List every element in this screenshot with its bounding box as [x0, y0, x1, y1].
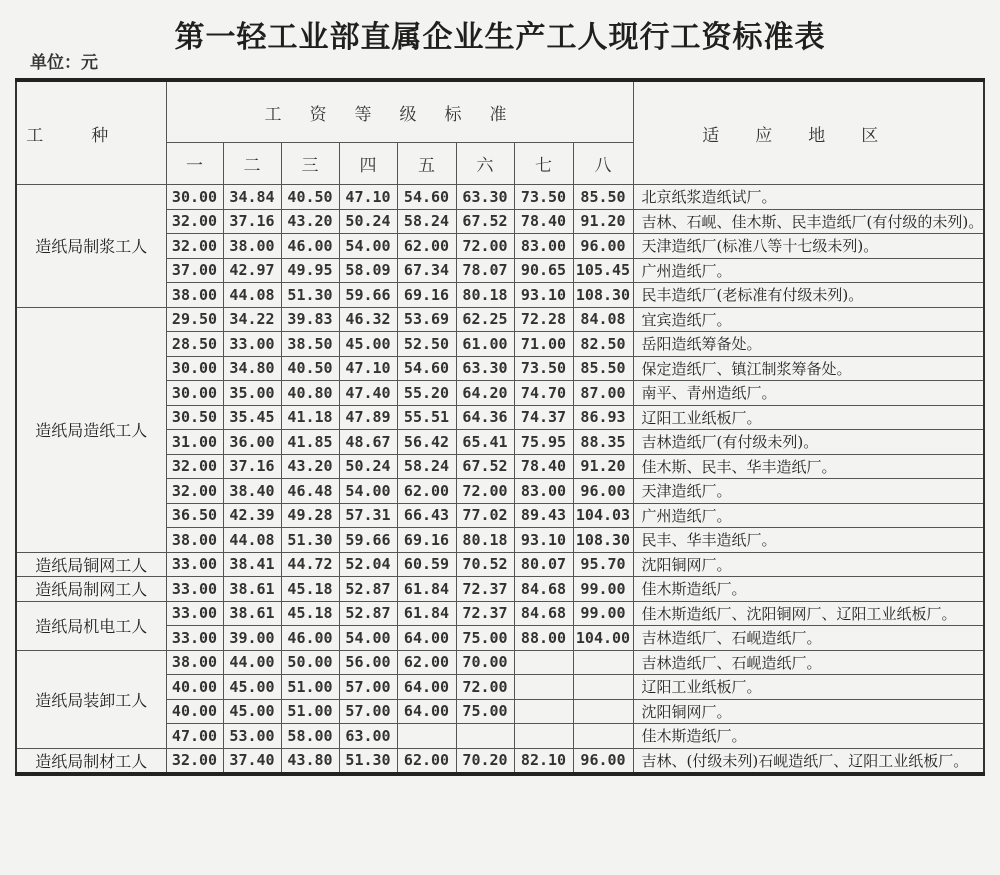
region-cell: 北京纸浆造纸试厂。: [633, 185, 984, 210]
wage-cell-grade-4: 54.00: [339, 479, 397, 504]
wage-cell-grade-5: 62.00: [397, 479, 456, 504]
wage-cell-grade-1: 36.50: [166, 503, 223, 528]
table-row: [16, 185, 984, 210]
region-cell: 宜宾造纸厂。: [633, 307, 984, 332]
wage-cell-grade-2: 35.45: [223, 405, 281, 430]
wage-cell-grade-7: 82.10: [514, 748, 573, 774]
wage-cell-grade-4: 52.87: [339, 601, 397, 626]
region-cell: 佳木斯造纸厂。: [633, 577, 984, 602]
wage-cell-grade-1: 32.00: [166, 454, 223, 479]
wage-cell-grade-4: 54.00: [339, 234, 397, 259]
wage-cell-grade-2: 38.61: [223, 601, 281, 626]
wage-cell-grade-2: 34.80: [223, 356, 281, 381]
trade-cell: 造纸局制材工人: [16, 748, 166, 774]
wage-cell-grade-7: 83.00: [514, 234, 573, 259]
wage-cell-grade-7: 90.65: [514, 258, 573, 283]
region-cell: 吉林、(付级未列)石岘造纸厂、辽阳工业纸板厂。: [633, 748, 984, 774]
wage-cell-grade-5: 60.59: [397, 552, 456, 577]
wage-cell-grade-1: 30.00: [166, 185, 223, 210]
wage-cell-grade-3: 51.00: [281, 699, 339, 724]
wage-cell-grade-6: 64.36: [456, 405, 514, 430]
wage-cell-grade-7: 80.07: [514, 552, 573, 577]
wage-cell-grade-8: 96.00: [573, 479, 633, 504]
wage-cell-grade-4: 52.87: [339, 577, 397, 602]
wage-cell-grade-2: 36.00: [223, 430, 281, 455]
wage-cell-grade-2: 38.00: [223, 234, 281, 259]
wage-cell-grade-5: 67.34: [397, 258, 456, 283]
page-title: 第一轻工业部直属企业生产工人现行工资标准表: [174, 20, 826, 55]
wage-cell-grade-7: 74.70: [514, 381, 573, 406]
wage-cell-grade-1: 40.00: [166, 699, 223, 724]
wage-cell-grade-8: 96.00: [573, 748, 633, 774]
header-grade-6: 六: [456, 143, 514, 185]
wage-cell-grade-8: 104.03: [573, 503, 633, 528]
wage-cell-grade-6: 75.00: [456, 699, 514, 724]
wage-cell-grade-4: 47.40: [339, 381, 397, 406]
wage-cell-grade-5: 56.42: [397, 430, 456, 455]
wage-cell-grade-7: 72.28: [514, 307, 573, 332]
wage-cell-grade-3: 45.18: [281, 601, 339, 626]
wage-cell-grade-3: 41.85: [281, 430, 339, 455]
region-cell: 佳木斯、民丰、华丰造纸厂。: [633, 454, 984, 479]
wage-cell-grade-6: 61.00: [456, 332, 514, 357]
wage-cell-grade-8: 108.30: [573, 283, 633, 308]
wage-cell-grade-1: 28.50: [166, 332, 223, 357]
wage-cell-grade-3: 40.50: [281, 185, 339, 210]
wage-cell-grade-7: 93.10: [514, 283, 573, 308]
wage-cell-grade-8: 86.93: [573, 405, 633, 430]
wage-cell-grade-8: [573, 724, 633, 749]
wage-cell-grade-5: 64.00: [397, 675, 456, 700]
wage-cell-grade-3: 46.00: [281, 626, 339, 651]
wage-cell-grade-8: [573, 675, 633, 700]
wage-cell-grade-7: 75.95: [514, 430, 573, 455]
wage-cell-grade-6: 72.37: [456, 577, 514, 602]
wage-cell-grade-7: [514, 650, 573, 675]
region-cell: 吉林造纸厂(有付级未列)。: [633, 430, 984, 455]
wage-cell-grade-2: 34.84: [223, 185, 281, 210]
wage-cell-grade-4: 57.00: [339, 675, 397, 700]
wage-cell-grade-6: 65.41: [456, 430, 514, 455]
header-grade-4: 四: [339, 143, 397, 185]
wage-cell-grade-6: 78.07: [456, 258, 514, 283]
wage-cell-grade-8: 85.50: [573, 356, 633, 381]
wage-cell-grade-1: 32.00: [166, 234, 223, 259]
wage-cell-grade-2: 37.16: [223, 454, 281, 479]
wage-cell-grade-6: 67.52: [456, 209, 514, 234]
wage-cell-grade-1: 30.00: [166, 381, 223, 406]
header-region: 适应地区: [633, 80, 984, 185]
region-cell: 沈阳铜网厂。: [633, 699, 984, 724]
region-cell: 保定造纸厂、镇江制浆筹备处。: [633, 356, 984, 381]
wage-cell-grade-5: 54.60: [397, 185, 456, 210]
wage-cell-grade-5: 69.16: [397, 283, 456, 308]
wage-cell-grade-3: 51.30: [281, 283, 339, 308]
wage-cell-grade-3: 43.20: [281, 454, 339, 479]
wage-cell-grade-4: 48.67: [339, 430, 397, 455]
region-cell: 岳阳造纸筹备处。: [633, 332, 984, 357]
wage-cell-grade-2: 44.00: [223, 650, 281, 675]
wage-cell-grade-6: 72.00: [456, 675, 514, 700]
wage-cell-grade-3: 39.83: [281, 307, 339, 332]
wage-cell-grade-4: 46.32: [339, 307, 397, 332]
wage-cell-grade-1: 29.50: [166, 307, 223, 332]
wage-cell-grade-6: 75.00: [456, 626, 514, 651]
table-row: [16, 577, 984, 602]
wage-cell-grade-4: 63.00: [339, 724, 397, 749]
wage-cell-grade-1: 38.00: [166, 283, 223, 308]
wage-cell-grade-6: 72.00: [456, 479, 514, 504]
wage-cell-grade-2: 42.39: [223, 503, 281, 528]
wage-cell-grade-3: 44.72: [281, 552, 339, 577]
wage-cell-grade-2: 34.22: [223, 307, 281, 332]
wage-cell-grade-1: 30.00: [166, 356, 223, 381]
region-cell: 佳木斯造纸厂。: [633, 724, 984, 749]
wage-cell-grade-2: 44.08: [223, 528, 281, 553]
wage-cell-grade-4: 54.00: [339, 626, 397, 651]
wage-cell-grade-8: [573, 650, 633, 675]
wage-cell-grade-6: 70.52: [456, 552, 514, 577]
wage-cell-grade-4: 45.00: [339, 332, 397, 357]
header-grade-7: 七: [514, 143, 573, 185]
wage-cell-grade-2: 44.08: [223, 283, 281, 308]
wage-cell-grade-8: 95.70: [573, 552, 633, 577]
wage-cell-grade-2: 37.40: [223, 748, 281, 774]
header-wage-grade-standard: 工资等级标准: [166, 80, 633, 143]
wage-cell-grade-1: 30.50: [166, 405, 223, 430]
wage-cell-grade-5: 64.00: [397, 699, 456, 724]
wage-cell-grade-8: 96.00: [573, 234, 633, 259]
wage-cell-grade-3: 58.00: [281, 724, 339, 749]
wage-cell-grade-3: 51.30: [281, 528, 339, 553]
wage-cell-grade-7: 84.68: [514, 577, 573, 602]
wage-cell-grade-4: 47.10: [339, 185, 397, 210]
wage-cell-grade-5: 64.00: [397, 626, 456, 651]
wage-cell-grade-8: 99.00: [573, 577, 633, 602]
wage-cell-grade-8: 104.00: [573, 626, 633, 651]
wage-cell-grade-7: [514, 724, 573, 749]
wage-cell-grade-8: 91.20: [573, 454, 633, 479]
header-grade-5: 五: [397, 143, 456, 185]
wage-cell-grade-2: 53.00: [223, 724, 281, 749]
wage-cell-grade-5: 52.50: [397, 332, 456, 357]
wage-cell-grade-3: 46.48: [281, 479, 339, 504]
wage-cell-grade-4: 57.31: [339, 503, 397, 528]
wage-cell-grade-1: 40.00: [166, 675, 223, 700]
wage-cell-grade-7: 83.00: [514, 479, 573, 504]
table-row: [16, 601, 984, 626]
unit-label: 单位：元: [30, 53, 98, 73]
wage-cell-grade-3: 49.28: [281, 503, 339, 528]
wage-cell-grade-1: 33.00: [166, 577, 223, 602]
wage-cell-grade-2: 38.61: [223, 577, 281, 602]
wage-cell-grade-3: 46.00: [281, 234, 339, 259]
wage-cell-grade-6: 63.30: [456, 185, 514, 210]
wage-cell-grade-1: 32.00: [166, 209, 223, 234]
wage-cell-grade-4: 50.24: [339, 209, 397, 234]
wage-cell-grade-1: 31.00: [166, 430, 223, 455]
wage-cell-grade-4: 47.10: [339, 356, 397, 381]
wage-cell-grade-7: 73.50: [514, 185, 573, 210]
trade-cell: 造纸局制网工人: [16, 577, 166, 602]
wage-cell-grade-3: 51.00: [281, 675, 339, 700]
wage-cell-grade-2: 42.97: [223, 258, 281, 283]
wage-cell-grade-2: 33.00: [223, 332, 281, 357]
wage-cell-grade-4: 56.00: [339, 650, 397, 675]
wage-cell-grade-8: 84.08: [573, 307, 633, 332]
region-cell: 广州造纸厂。: [633, 258, 984, 283]
wage-cell-grade-4: 59.66: [339, 528, 397, 553]
trade-cell: 造纸局装卸工人: [16, 650, 166, 748]
region-cell: 天津造纸厂。: [633, 479, 984, 504]
wage-cell-grade-4: 50.24: [339, 454, 397, 479]
wage-cell-grade-5: 69.16: [397, 528, 456, 553]
wage-cell-grade-8: 85.50: [573, 185, 633, 210]
wage-cell-grade-8: 108.30: [573, 528, 633, 553]
wage-cell-grade-3: 38.50: [281, 332, 339, 357]
wage-cell-grade-2: 45.00: [223, 675, 281, 700]
wage-cell-grade-5: 55.51: [397, 405, 456, 430]
region-cell: 沈阳铜网厂。: [633, 552, 984, 577]
wage-cell-grade-6: 62.25: [456, 307, 514, 332]
wage-cell-grade-5: 62.00: [397, 748, 456, 774]
header-grade-1: 一: [166, 143, 223, 185]
region-cell: 吉林、石岘、佳木斯、民丰造纸厂(有付级的未列)。: [633, 209, 984, 234]
wage-cell-grade-5: 58.24: [397, 209, 456, 234]
wage-cell-grade-4: 58.09: [339, 258, 397, 283]
table-body: [16, 185, 984, 775]
wage-cell-grade-3: 50.00: [281, 650, 339, 675]
wage-cell-grade-7: 74.37: [514, 405, 573, 430]
wage-cell-grade-4: 47.89: [339, 405, 397, 430]
wage-cell-grade-5: [397, 724, 456, 749]
wage-cell-grade-5: 62.00: [397, 650, 456, 675]
wage-cell-grade-6: 64.20: [456, 381, 514, 406]
wage-cell-grade-6: 80.18: [456, 528, 514, 553]
header-grade-3: 三: [281, 143, 339, 185]
wage-cell-grade-3: 43.80: [281, 748, 339, 774]
wage-cell-grade-6: 80.18: [456, 283, 514, 308]
wage-cell-grade-7: [514, 699, 573, 724]
wage-cell-grade-2: 35.00: [223, 381, 281, 406]
wage-cell-grade-5: 58.24: [397, 454, 456, 479]
wage-cell-grade-7: 71.00: [514, 332, 573, 357]
wage-cell-grade-4: 59.66: [339, 283, 397, 308]
header-trade: 工种: [16, 80, 166, 185]
wage-cell-grade-2: 38.40: [223, 479, 281, 504]
header-grade-2: 二: [223, 143, 281, 185]
wage-cell-grade-8: 99.00: [573, 601, 633, 626]
wage-cell-grade-1: 33.00: [166, 552, 223, 577]
wage-cell-grade-5: 66.43: [397, 503, 456, 528]
wage-cell-grade-2: 38.41: [223, 552, 281, 577]
trade-cell: 造纸局铜网工人: [16, 552, 166, 577]
wage-cell-grade-1: 33.00: [166, 626, 223, 651]
wage-cell-grade-1: 38.00: [166, 528, 223, 553]
wage-cell-grade-6: [456, 724, 514, 749]
wage-cell-grade-7: 78.40: [514, 454, 573, 479]
wage-cell-grade-7: 89.43: [514, 503, 573, 528]
wage-cell-grade-3: 43.20: [281, 209, 339, 234]
region-cell: 南平、青州造纸厂。: [633, 381, 984, 406]
trade-cell: 造纸局机电工人: [16, 601, 166, 650]
wage-cell-grade-6: 72.00: [456, 234, 514, 259]
wage-cell-grade-3: 41.18: [281, 405, 339, 430]
wage-cell-grade-3: 40.50: [281, 356, 339, 381]
wage-cell-grade-1: 47.00: [166, 724, 223, 749]
wage-cell-grade-5: 53.69: [397, 307, 456, 332]
wage-cell-grade-6: 72.37: [456, 601, 514, 626]
wage-cell-grade-1: 38.00: [166, 650, 223, 675]
wage-standard-table: [15, 78, 985, 776]
wage-cell-grade-2: 37.16: [223, 209, 281, 234]
table-row: [16, 307, 984, 332]
wage-cell-grade-7: 93.10: [514, 528, 573, 553]
region-cell: 民丰造纸厂(老标准有付级未列)。: [633, 283, 984, 308]
table-row: [16, 748, 984, 774]
region-cell: 广州造纸厂。: [633, 503, 984, 528]
region-cell: 民丰、华丰造纸厂。: [633, 528, 984, 553]
wage-cell-grade-4: 52.04: [339, 552, 397, 577]
region-cell: 吉林造纸厂、石岘造纸厂。: [633, 626, 984, 651]
wage-cell-grade-3: 45.18: [281, 577, 339, 602]
wage-cell-grade-2: 45.00: [223, 699, 281, 724]
wage-cell-grade-8: 87.00: [573, 381, 633, 406]
wage-cell-grade-5: 61.84: [397, 577, 456, 602]
wage-cell-grade-4: 51.30: [339, 748, 397, 774]
wage-cell-grade-1: 32.00: [166, 748, 223, 774]
wage-cell-grade-8: 91.20: [573, 209, 633, 234]
region-cell: 辽阳工业纸板厂。: [633, 405, 984, 430]
wage-cell-grade-6: 63.30: [456, 356, 514, 381]
wage-cell-grade-6: 77.02: [456, 503, 514, 528]
wage-cell-grade-6: 67.52: [456, 454, 514, 479]
wage-cell-grade-5: 61.84: [397, 601, 456, 626]
wage-cell-grade-8: 82.50: [573, 332, 633, 357]
wage-cell-grade-3: 49.95: [281, 258, 339, 283]
wage-cell-grade-7: [514, 675, 573, 700]
wage-cell-grade-4: 57.00: [339, 699, 397, 724]
region-cell: 辽阳工业纸板厂。: [633, 675, 984, 700]
wage-cell-grade-1: 32.00: [166, 479, 223, 504]
wage-cell-grade-2: 39.00: [223, 626, 281, 651]
region-cell: 吉林造纸厂、石岘造纸厂。: [633, 650, 984, 675]
wage-cell-grade-5: 55.20: [397, 381, 456, 406]
table-row: [16, 552, 984, 577]
wage-cell-grade-8: 105.45: [573, 258, 633, 283]
wage-cell-grade-6: 70.20: [456, 748, 514, 774]
wage-cell-grade-7: 78.40: [514, 209, 573, 234]
wage-cell-grade-3: 40.80: [281, 381, 339, 406]
wage-cell-grade-1: 33.00: [166, 601, 223, 626]
region-cell: 佳木斯造纸厂、沈阳铜网厂、辽阳工业纸板厂。: [633, 601, 984, 626]
header-grade-8: 八: [573, 143, 633, 185]
wage-cell-grade-7: 73.50: [514, 356, 573, 381]
wage-cell-grade-7: 88.00: [514, 626, 573, 651]
wage-cell-grade-5: 54.60: [397, 356, 456, 381]
wage-cell-grade-1: 37.00: [166, 258, 223, 283]
wage-cell-grade-7: 84.68: [514, 601, 573, 626]
table-row: [16, 650, 984, 675]
trade-cell: 造纸局制浆工人: [16, 185, 166, 308]
wage-cell-grade-8: 88.35: [573, 430, 633, 455]
wage-cell-grade-5: 62.00: [397, 234, 456, 259]
wage-cell-grade-6: 70.00: [456, 650, 514, 675]
region-cell: 天津造纸厂(标准八等十七级未列)。: [633, 234, 984, 259]
wage-cell-grade-8: [573, 699, 633, 724]
trade-cell: 造纸局造纸工人: [16, 307, 166, 552]
